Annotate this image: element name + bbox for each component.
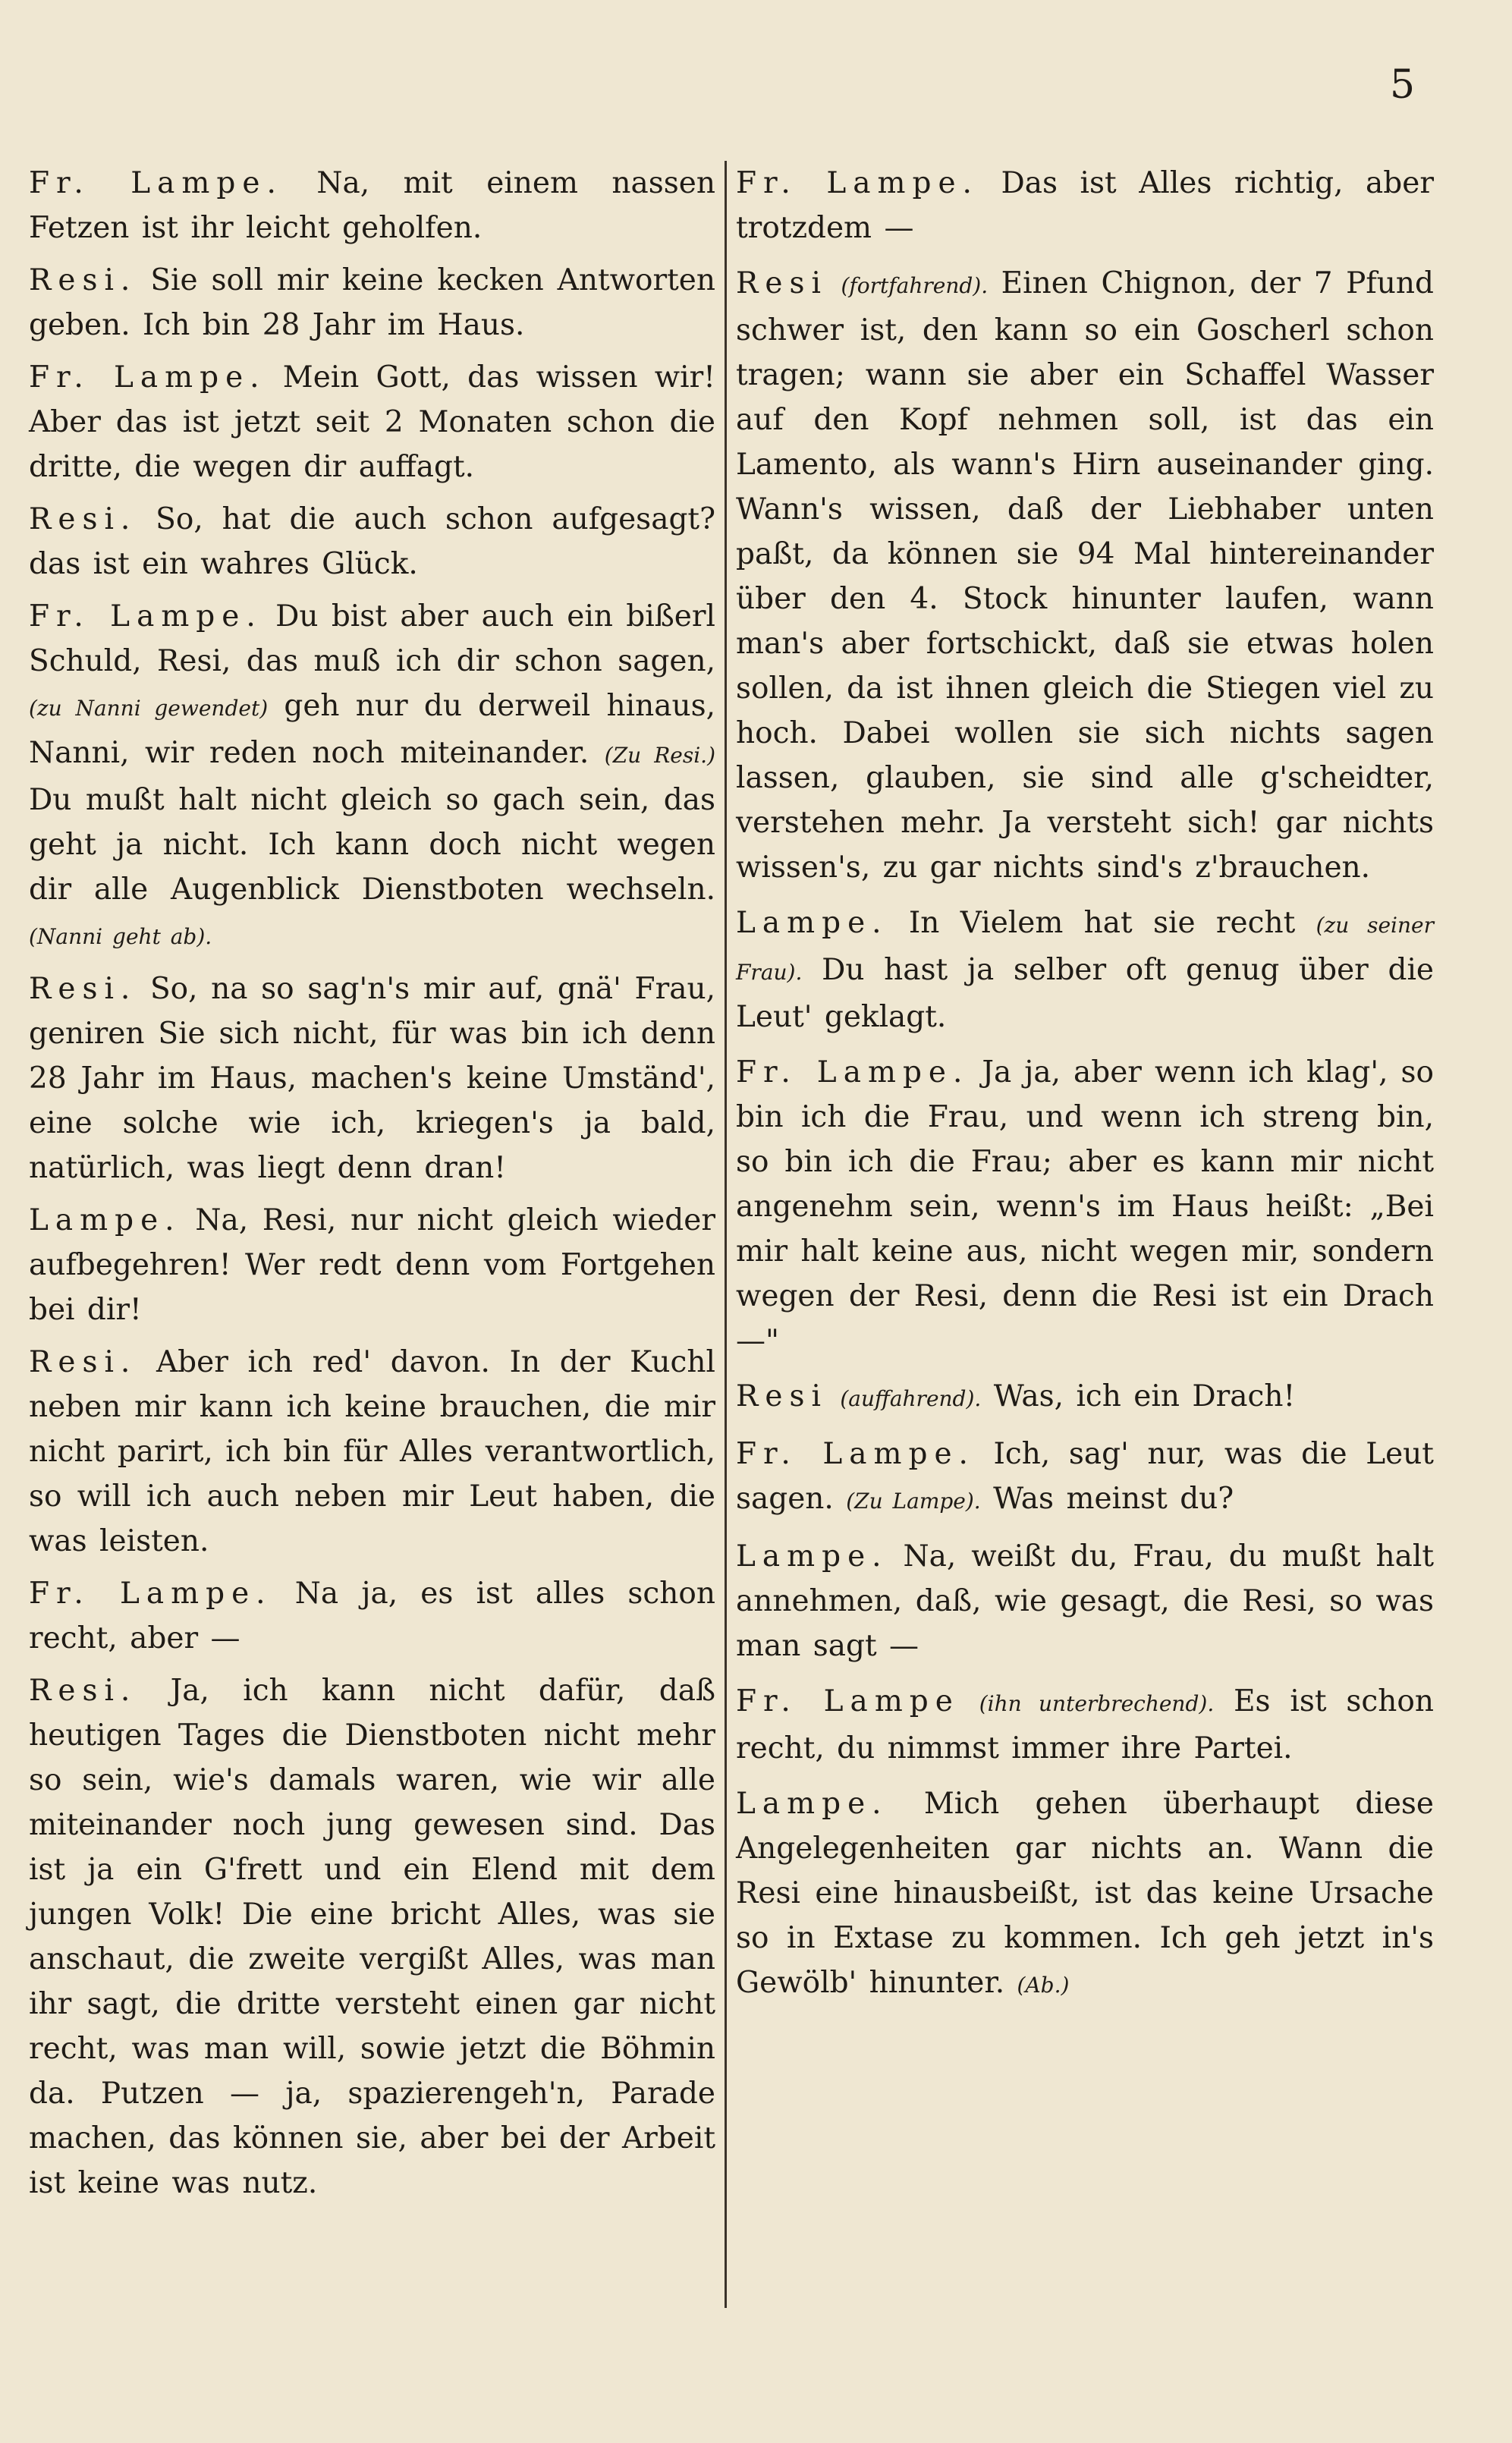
dialogue-paragraph	[29, 161, 715, 250]
speaker-name: Resi	[736, 1379, 828, 1413]
speaker-name: Fr. Lampe.	[29, 1577, 272, 1611]
dialogue-text: Du bist aber auch ein bißerl Schuld, Resi, das muß ich dir schon sagen,	[29, 599, 715, 678]
dialogue-text: Du mußt halt nicht gleich so gach sein, das geht ja nicht. Ich kann doch nicht wegen dir alle Augenblick Dienstboten wechseln.	[29, 783, 715, 907]
speaker-name: Resi.	[29, 1345, 137, 1379]
dialogue-text: Mich gehen überhaupt diese Angelegenheiten gar nichts an. Wann die Resi eine hinausbeißt, ist das keine Ursache so in Extase zu kommen. Ich geh jetzt in's Gewölb' hinunter.	[736, 1787, 1434, 2000]
stage-direction: (auffahrend).	[840, 1386, 982, 1411]
dialogue-paragraph	[736, 1374, 1434, 1421]
dialogue-text: Na, weißt du, Frau, du mußt halt annehmen, daß, wie gesagt, die Resi, so was man sagt —	[736, 1539, 1434, 1663]
dialogue-text: Das ist Alles richtig, aber trotzdem —	[736, 166, 1434, 245]
dialogue-text: Mein Gott, das wissen wir! Aber das ist jetzt seit 2 Monaten schon die dritte, die wegen dir auffagt.	[29, 360, 715, 484]
stage-direction: (ihn unterbrechend).	[979, 1691, 1215, 1716]
stage-direction: (Nanni geht ab).	[29, 924, 212, 949]
right-column	[736, 161, 1434, 2018]
dialogue-text: Na ja, es ist alles schon recht, aber —	[29, 1577, 715, 1655]
speaker-name: Fr. Lampe.	[736, 1055, 970, 1089]
page-number: 5	[1390, 62, 1416, 108]
left-column	[29, 161, 715, 2213]
dialogue-text: Einen Chignon, der 7 Pfund schwer ist, den kann so ein Goscherl schon tragen; wann sie aber ein Schaffel Wasser auf den Kopf nehmen soll, ist das ein Lamento, als wann's Hirn auseinander ging. Wann's wissen, daß der Liebhaber unten paßt, da können sie 94 Mal hintereinander über den 4. Stock hinunter laufen, wann man's aber fortschickt, daß sie etwas holen sollen, da ist ihnen gleich die Stiegen viel zu hoch. Dabei wollen sie sich nichts sagen lassen, glauben, sie sind alle g'scheidter, verstehen mehr. Ja versteht sich! gar nichts wissen's, zu gar nichts sind's z'brauchen.	[736, 266, 1435, 885]
speaker-name: Lampe.	[736, 1787, 888, 1821]
dialogue-text: Aber ich red' davon. In der Kuchl neben mir kann ich keine brauchen, die mir nicht parirt, ich bin für Alles verantwortlich, so will ich auch neben mir Leut haben, die was leisten.	[29, 1345, 715, 1558]
dialogue-paragraph	[736, 1781, 1434, 2008]
dialogue-paragraph	[736, 1679, 1434, 1771]
speaker-name: Fr. Lampe.	[736, 166, 979, 200]
stage-direction: (zu Nanni gewendet)	[29, 696, 269, 721]
speaker-name: Fr. Lampe.	[29, 166, 283, 200]
dialogue-text: In Vielem hat sie recht	[908, 906, 1296, 940]
dialogue-text: Ich, sag' nur, was die Leut sagen.	[736, 1437, 1434, 1516]
stage-direction: (fortfahrend).	[841, 273, 989, 298]
dialogue-paragraph	[736, 1534, 1434, 1668]
stage-direction: (Zu Resi.)	[604, 743, 715, 768]
dialogue-text: geh nur du derweil hinaus, Nanni, wir reden noch miteinander.	[29, 689, 715, 770]
dialogue-text: Was, ich ein Drach!	[993, 1379, 1296, 1413]
dialogue-paragraph	[29, 1340, 715, 1564]
speaker-name: Fr. Lampe	[736, 1684, 960, 1718]
dialogue-text: Sie soll mir keine kecken Antworten geben. Ich bin 28 Jahr im Haus.	[29, 263, 715, 342]
dialogue-text: Du hast ja selber oft genug über die Leut' geklagt.	[736, 953, 1434, 1034]
dialogue-text: Es ist schon recht, du nimmst immer ihre Partei.	[736, 1684, 1434, 1765]
dialogue-text: Was meinst du?	[993, 1482, 1234, 1516]
dialogue-text: So, hat die auch schon aufgesagt? das ist ein wahres Glück.	[29, 502, 715, 581]
dialogue-paragraph	[29, 497, 715, 586]
dialogue-text: Ja ja, aber wenn ich klag', so bin ich die Frau, und wenn ich streng bin, so bin ich die Frau; aber es kann mir nicht angenehm sein, wenn's im Haus heißt: „Bei mir halt keine aus, nicht wegen mir, sondern wegen der Resi, denn die Resi ist ein Drach —"	[736, 1055, 1434, 1358]
speaker-name: Resi.	[29, 1674, 137, 1708]
stage-direction: (Zu Lampe).	[846, 1489, 981, 1514]
speaker-name: Lampe.	[736, 1539, 888, 1574]
speaker-name: Resi.	[29, 502, 137, 536]
speaker-name: Resi	[736, 266, 828, 300]
dialogue-text: Na, mit einem nassen Fetzen ist ihr leicht geholfen.	[29, 166, 716, 245]
dialogue-paragraph	[29, 1198, 715, 1332]
dialogue-paragraph	[736, 1050, 1434, 1363]
dialogue-paragraph	[29, 1668, 715, 2206]
speaker-name: Resi.	[29, 263, 137, 297]
dialogue-paragraph	[736, 261, 1434, 890]
stage-direction: (Ab.)	[1017, 1973, 1070, 1998]
dialogue-text: Na, Resi, nur nicht gleich wieder aufbegehren! Wer redt denn vom Fortgehen bei dir!	[29, 1203, 715, 1327]
dialogue-paragraph	[736, 1432, 1434, 1523]
dialogue-text: So, na so sag'n's mir auf, gnä' Frau, geniren Sie sich nicht, für was bin ich denn 28 Jahr im Haus, machen's keine Umständ', eine solche wie ich, kriegen's ja bald, natürlich, was liegt denn dran!	[29, 972, 715, 1185]
speaker-name: Fr. Lampe.	[736, 1437, 975, 1471]
stage-direction: (zu seiner Frau).	[736, 913, 1434, 985]
dialogue-paragraph	[29, 967, 715, 1190]
dialogue-paragraph	[29, 594, 715, 959]
dialogue-text: Ja, ich kann nicht dafür, daß heutigen Tages die Dienstboten nicht mehr so sein, wie's damals waren, wie wir alle miteinander noch jung gewesen sind. Das ist ja ein G'frett und ein Elend mit dem jungen Volk! Die eine bricht Alles, was sie anschaut, die zweite vergißt Alles, was man ihr sagt, die dritte versteht einen gar nicht recht, was man will, sowie jetzt die Böhmin da. Putzen — ja, spazierengeh'n, Parade machen, das können sie, aber bei der Arbeit ist keine was nutz.	[29, 1674, 715, 2200]
speaker-name: Fr. Lampe.	[29, 599, 262, 634]
dialogue-paragraph	[29, 355, 715, 489]
dialogue-paragraph	[29, 1571, 715, 1661]
speaker-name: Fr. Lampe.	[29, 360, 266, 395]
speaker-name: Resi.	[29, 972, 137, 1006]
column-divider	[725, 161, 727, 2308]
dialogue-paragraph	[29, 258, 715, 347]
dialogue-paragraph	[736, 901, 1434, 1039]
dialogue-paragraph	[736, 161, 1434, 250]
speaker-name: Lampe.	[736, 906, 888, 940]
speaker-name: Lampe.	[29, 1203, 181, 1237]
